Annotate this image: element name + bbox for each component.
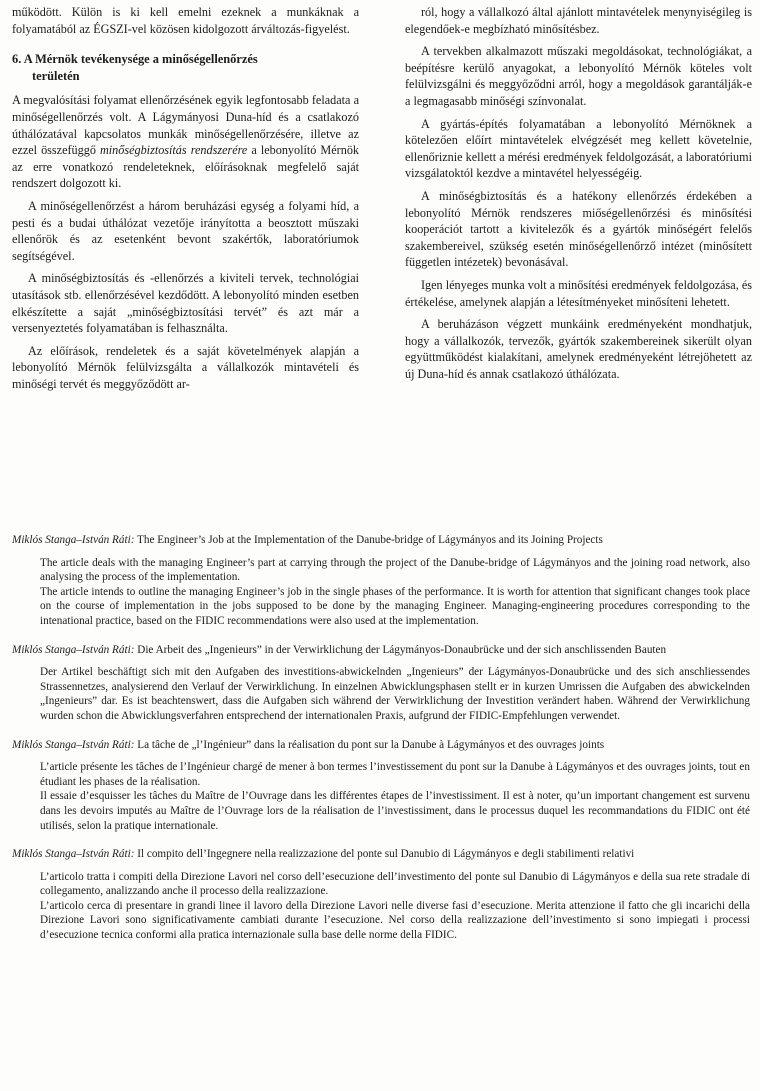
abstract-title-text: Il compito dell’Ingegnere nella realizzazione del ponte sul Danubio di Lágymányos e degli stabilimenti relativi: [134, 848, 635, 861]
abstract-german: [12, 643, 750, 724]
paragraph: A minőségbiztosítás és -ellenőrzés a kiviteli tervek, technológiai utasítások stb. ellenőrzésével kezdődött. A lebonyolító minden esetben elkészítette a saját „minőségbiztosítási tervét” és azt már a versenyeztetés folyamatában is felhasználta.: [12, 271, 359, 336]
abstract-authors: Miklós Stanga–István Ráti:: [12, 738, 135, 751]
emphasis-text: minőségbiztosítás rendszerére: [99, 143, 248, 158]
abstract-title-text: The Engineer’s Job at the Implementation of the Danube-bridge of Lágymányos and its Joining Projects: [134, 534, 603, 546]
paragraph: A tervekben alkalmazott műszaki megoldásokat, technológiákat, a beépítésre kerülő anyagokat, a lebonyolító Mérnök köteles volt felülvizsgálni és meggyőződni arról, hogy a megoldások garantálják-e a legmagasabb minőségi színvonalat.: [405, 44, 752, 108]
section-heading-line1: 6. A Mérnök tevékenysége a minőségellenőrzés: [12, 52, 258, 67]
paragraph: Az előírások, rendeletek és a saját követelmények alapján a lebonyolító Mérnök felülvizsgálta a vállalkozók mintavételi és minőségi tervét és meggyőződött ar-: [12, 343, 359, 391]
right-column: [405, 4, 752, 398]
abstract-paragraph: L’article présente les tâches de l’Ingénieur chargé de mener à bon termes l’investissement du pont sur la Danube à Lágymányos et des ouvrages joints, tout en étudiant les phases de la réalisation.: [40, 761, 750, 788]
paragraph: A minőségellenőrzést a három beruházási egység a folyami híd, a pesti és a budai úthálózat vezetője irányította a beosztott műszaki ellenőrök és az esetenként bevont szakértők, laboratóriumok segítségével.: [12, 198, 359, 263]
abstract-paragraph: The article deals with the managing Engineer’s part at carrying through the project of the Danube-bridge of Lágymányos and the joining road network, also analysing the process of the implementation.: [40, 556, 750, 584]
intro-paragraph: működött. Külön is ki kell emelni ezeknek a munkáknak a folyamatából az ÉGSZI-vel közösen kidolgozott árváltozás-figyelést.: [12, 5, 359, 36]
abstract-french: [12, 738, 750, 834]
abstract-authors: Miklós Stanga–István Ráti:: [12, 848, 135, 861]
abstract-authors: Miklós Stanga–István Ráti:: [12, 643, 135, 656]
abstract-body: [12, 760, 750, 833]
abstract-body: [12, 870, 750, 943]
abstract-title: [12, 738, 750, 753]
two-column-body: [12, 4, 752, 398]
text-span: a lebonyolító Mérnök az erre vonatkozó rendeleteknek, előírásoknak megfelelő saját rendszert dolgozott ki.: [12, 143, 360, 191]
section-heading-line2: területén: [32, 68, 80, 83]
abstract-title-text: Die Arbeit des „Ingenieurs” in der Verwirklichung der Lágymányos-Donaubrücke und der sich anschlissenden Bauten: [134, 643, 667, 656]
paragraph: Igen lényeges munka volt a minősítési eredmények feldolgozása, és értékelése, amelynek alapján a létesítményeket minősíteni lehetett.: [405, 277, 752, 309]
paragraph: A beruházáson végzett munkáink eredményeként mondhatjuk, hogy a vállalkozók, tervezők, gyártók szakembereinek sikerült olyan együttműködést kialakítani, amelynek eredményeként létrejöhetett az új Duna-híd és annak csatlakozó úthálózata.: [405, 317, 752, 381]
abstract-paragraph: Il essaie d’esquisser les tâches du Maître de l’Ouvrage dans les différentes étapes de l’investissiment. Il est à noter, qu’un important changement est survenu dans les devoirs imputés au Maître de l’Ouvrage lors de la réalisation de l’investissiment, dans le processus duquel les recommandations du FIDIC ont été utilisés, selon la pratique internationale.: [40, 790, 750, 832]
abstract-english: [12, 533, 750, 629]
abstract-authors: Miklós Stanga–István Ráti:: [12, 534, 135, 546]
paragraph: [12, 92, 359, 192]
abstract-paragraph: L’articolo cerca di presentare in grandi linee il lavoro della Direzione Lavori nelle diverse fasi d’esecuzione. Merita attenzione il fatto che gli incarichi della Direzione Lavori sono significativamente cambiati durante l’esecuzione. Nel corso della realizzazione dell’investimento si sono impiegati i processi d’esecuzione tecnica conformi alla pratica internazionale sulla base delle norme della FIDIC.: [40, 899, 750, 942]
abstract-paragraph: L’articolo tratta i compiti della Direzione Lavori nel corso dell’esecuzione dell’investimento del ponte sul Danubio di Lágymányos e della sua rete stradale di collegamento, analizzando anche il processo della realizzazione.: [40, 870, 750, 898]
abstracts-section: [12, 533, 750, 957]
abstract-paragraph: Der Artikel beschäftigt sich mit den Aufgaben des investitions-abwickelnden „Ingenieurs” der Lágymányos-Donaubrücke und des sich anschliessendes Strassennetzes, analysierend den Verlauf der Verwirklichung. In einzelnen Abwicklungsphasen stellt er in kurzen Umrissen die Aufgaben des abwickelnden „Ingenieurs” dar. Es ist beachtenswert, dass die Aufgaben sich während der Verwirklichung der Investition verändert haben. Während der Verwirklichung wurden schon die Abwicklungsverfahren entsprechend der internationalen Praxis, aufgrund der FIDIC-Empfehlungen verwendet.: [40, 666, 750, 722]
section-heading: [12, 51, 359, 84]
abstract-paragraph: The article intends to outline the managing Engineer’s job in the single phases of the performance. It is worth for attention that significant changes took place on the course of implementation in the jobs supposed to be done by the managing Engineer. Managing-engineering procedures corresponding to the intenational practice, based on the FIDIC recommendations were also used at the implementation.: [40, 585, 750, 627]
abstract-body: [12, 665, 750, 723]
abstract-body: [12, 556, 750, 629]
paragraph: ról, hogy a vállalkozó által ajánlott mintavételek menynyiségileg is elegendőek-e megbízható minősítésbez.: [405, 5, 752, 36]
abstract-title-text: La tâche de „l’Ingénieur” dans la réalisation du pont sur la Danube à Lágymányos et des ouvrages joints: [134, 738, 605, 751]
text-span: A megvalósítási folyamat ellenőrzésének egyik legfontosabb feladata a minőségellenőrzés volt. A Lágymányosi Duna-híd és a csatlakozó úthálózatával kapcsolatos munkák minőségellenőrzésére, illetve az ezzel összefüggő: [12, 93, 359, 158]
left-column: [12, 4, 359, 398]
paragraph: A gyártás-építés folyamatában a lebonyolító Mérnöknek a kötelezően előírt mintavételek elvégzését meg kellett követelnie, ellenőriznie kellett a mérési eredmények feldolgozását, a laboratóriumi vizsgálatoktól kezdve a mintavétel helyességéig.: [405, 116, 752, 181]
abstract-title: [12, 533, 750, 548]
abstract-italian: [12, 847, 750, 943]
abstract-title: [12, 643, 750, 658]
abstract-title: [12, 847, 750, 862]
paragraph: A minőségbiztosítás és a hatékony ellenőrzés érdekében a lebonyolító Mérnök rendszeres miőségellenőrzési és minősítési kooperációt tartott a kivitelezők és a gyártók minőségért felelős szakembereivel, szükség esetén minőségellenőrző intézet (minősített független intézetek) bevonásával.: [405, 188, 752, 270]
